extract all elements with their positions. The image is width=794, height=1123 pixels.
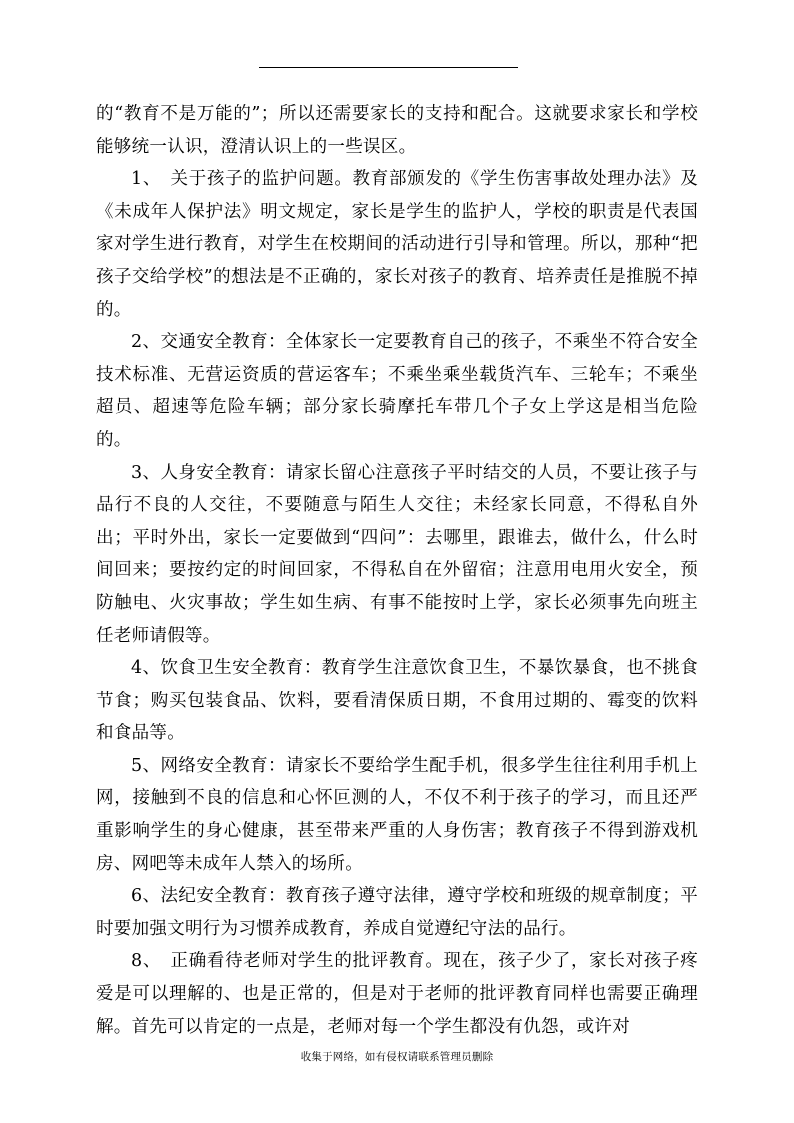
header-rule xyxy=(259,67,518,68)
paragraph-food-safety: 4、饮食卫生安全教育：教育学生注意饮食卫生，不暴饮暴食，也不挑食节食；购买包装食品、饮料，要看清保质日期，不食用过期的、霉变的饮料和食品等。 xyxy=(96,658,698,744)
paragraph-personal-safety: 3、人身安全教育：请家长留心注意孩子平时结交的人员，不要让孩子与品行不良的人交往，不要随意与陌生人交往；未经家长同意，不得私自外出；平时外出，家长一定要做到“四问”：去哪里，跟谁去，做什么，什么时间回来；要按约定的时间回家，不得私自在外留宿；注意用电用火安全，预防触电、火灾事故；学生如生病、有事不能按时上学，家长必须事先向班主任老师请假等。 xyxy=(96,462,698,646)
paragraph-traffic-safety: 2、交通安全教育：全体家长一定要教育自己的孩子，不乘坐不符合安全技术标准、无营运资质的营运客车；不乘坐乘坐载货汽车、三轮车；不乘坐超员、超速等危险车辆；部分家长骑摩托车带几个子女上学这是相当危险的。 xyxy=(96,332,698,450)
paragraph-continuation: 的“教育不是万能的”；所以还需要家长的支持和配合。这就要求家长和学校能够统一认识，澄清认识上的一些误区。 xyxy=(96,104,698,157)
footer-note: 收集于网络，如有侵权请联系管理员删除 xyxy=(300,1051,494,1063)
paragraph-guardianship: 1、 关于孩子的监护问题。教育部颁发的《学生伤害事故处理办法》及《未成年人保护法》明文规定，家长是学生的监护人，学校的职责是代表国家对学生进行教育，对学生在校期间的活动进行引导和管理。所以，那种“把孩子交给学校”的想法是不正确的，家长对孩子的教育、培养责任是推脱不掉的。 xyxy=(96,169,698,320)
paragraph-teacher-criticism: 8、 正确看待老师对学生的批评教育。现在，孩子少了，家长对孩子疼爱是可以理解的、也是正常的，但是对于老师的批评教育同样也需要正确理解。首先可以肯定的一点是，老师对每一个学生都没有仇怨，或许对 xyxy=(96,951,698,1037)
paragraph-internet-safety: 5、网络安全教育：请家长不要给学生配手机，很多学生往往利用手机上网，接触到不良的信息和心怀叵测的人，不仅不利于孩子的学习，而且还严重影响学生的身心健康，甚至带来严重的人身伤害；教育孩子不得到游戏机房、网吧等未成年人禁入的场所。 xyxy=(96,755,698,874)
document-body xyxy=(96,98,698,1043)
paragraph-legal-safety: 6、法纪安全教育：教育孩子遵守法律，遵守学校和班级的规章制度；平时要加强文明行为习惯养成教育，养成自觉遵纪守法的品行。 xyxy=(96,886,698,939)
